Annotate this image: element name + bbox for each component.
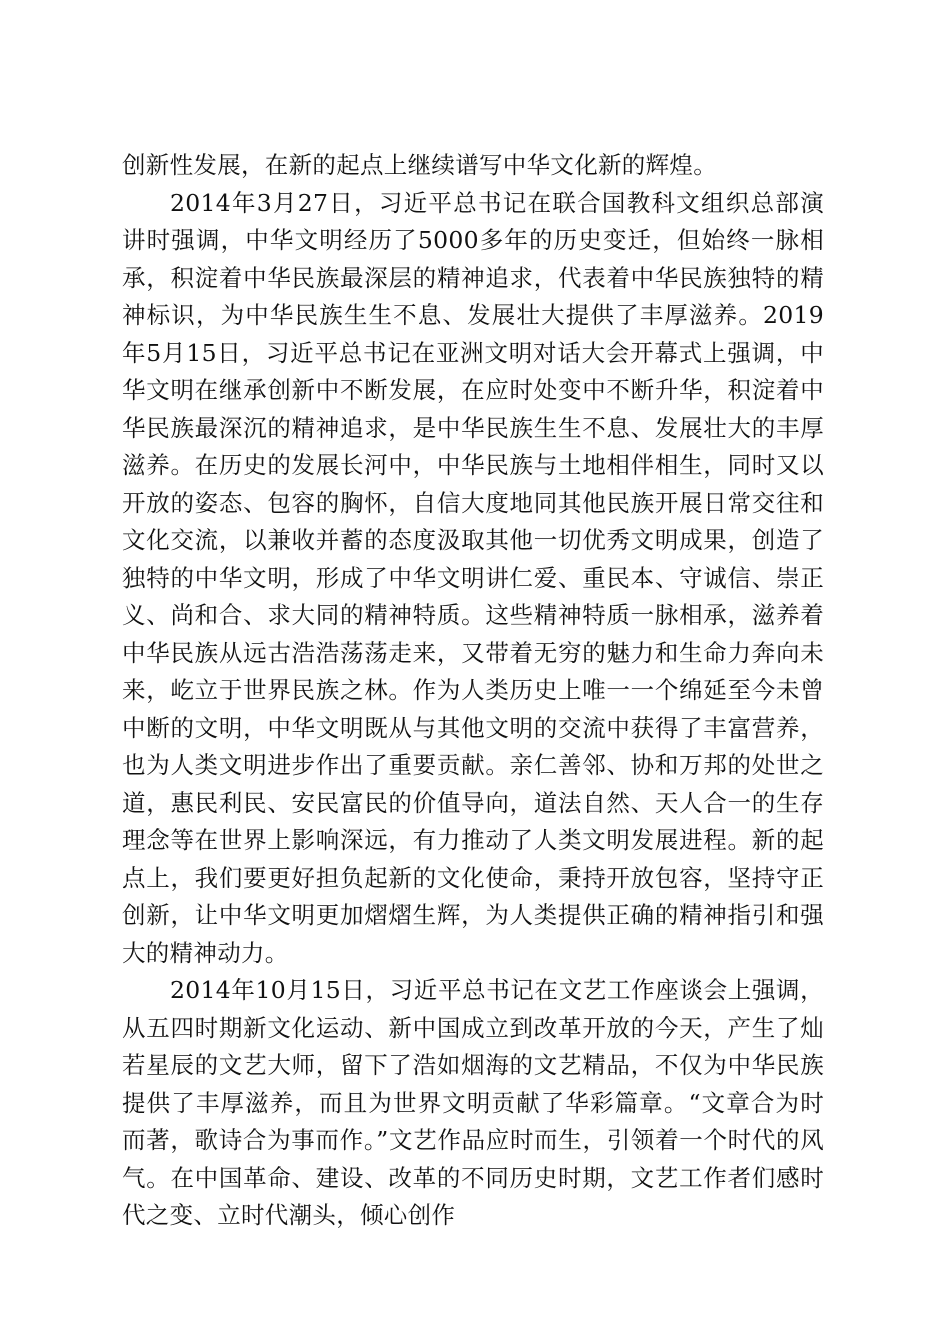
paragraph-continuation: 创新性发展，在新的起点上继续谱写中华文化新的辉煌。 [122, 151, 717, 179]
document-body [122, 147, 824, 1235]
paragraph-civilization: 2014年3月27日，习近平总书记在联合国教科文组织总部演讲时强调，中华文明经历了5000多年的历史变迁，但始终一脉相承，积淀着中华民族最深层的精神追求，代表着中华民族独特的精神标识，为中华民族生生不息、发展壮大提供了丰厚滋养。2019年5月15日，习近平总书记在亚洲文明对话大会开幕式上强调，中华文明在继承创新中不断发展，在应时处变中不断升华，积淀着中华民族最深沉的精神追求，是中华民族生生不息、发展壮大的丰厚滋养。在历史的发展长河中，中华民族与土地相伴相生，同时又以开放的姿态、包容的胸怀，自信大度地同其他民族开展日常交往和文化交流，以兼收并蓄的态度汲取其他一切优秀文明成果，创造了独特的中华文明，形成了中华文明讲仁爱、重民本、守诚信、崇正义、尚和合、求大同的精神特质。这些精神特质一脉相承，滋养着中华民族从远古浩浩荡荡走来，又带着无穷的魅力和生命力奔向未来，屹立于世界民族之林。作为人类历史上唯一一个绵延至今未曾中断的文明，中华文明既从与其他文明的交流中获得了丰富营养，也为人类文明进步作出了重要贡献。亲仁善邻、协和万邦的处世之道，惠民利民、安民富民的价值导向，道法自然、天人合一的生存理念等在世界上影响深远，有力推动了人类文明发展进程。新的起点上，我们要更好担负起新的文化使命，秉持开放包容，坚持守正创新，让中华文明更加熠熠生辉，为人类提供正确的精神指引和强大的精神动力。 [122, 188, 824, 967]
paragraph-literature-art: 2014年10月15日，习近平总书记在文艺工作座谈会上强调，从五四时期新文化运动、新中国成立到改革开放的今天，产生了灿若星辰的文艺大师，留下了浩如烟海的文艺精品，不仅为中华民族提供了丰厚滋养，而且为世界文明贡献了华彩篇章。“文章合为时而著，歌诗合为事而作。”文艺作品应时而生，引领着一个时代的风气。在中国革命、建设、改革的不同历史时期，文艺工作者们感时代之变、立时代潮头，倾心创作 [122, 976, 824, 1229]
